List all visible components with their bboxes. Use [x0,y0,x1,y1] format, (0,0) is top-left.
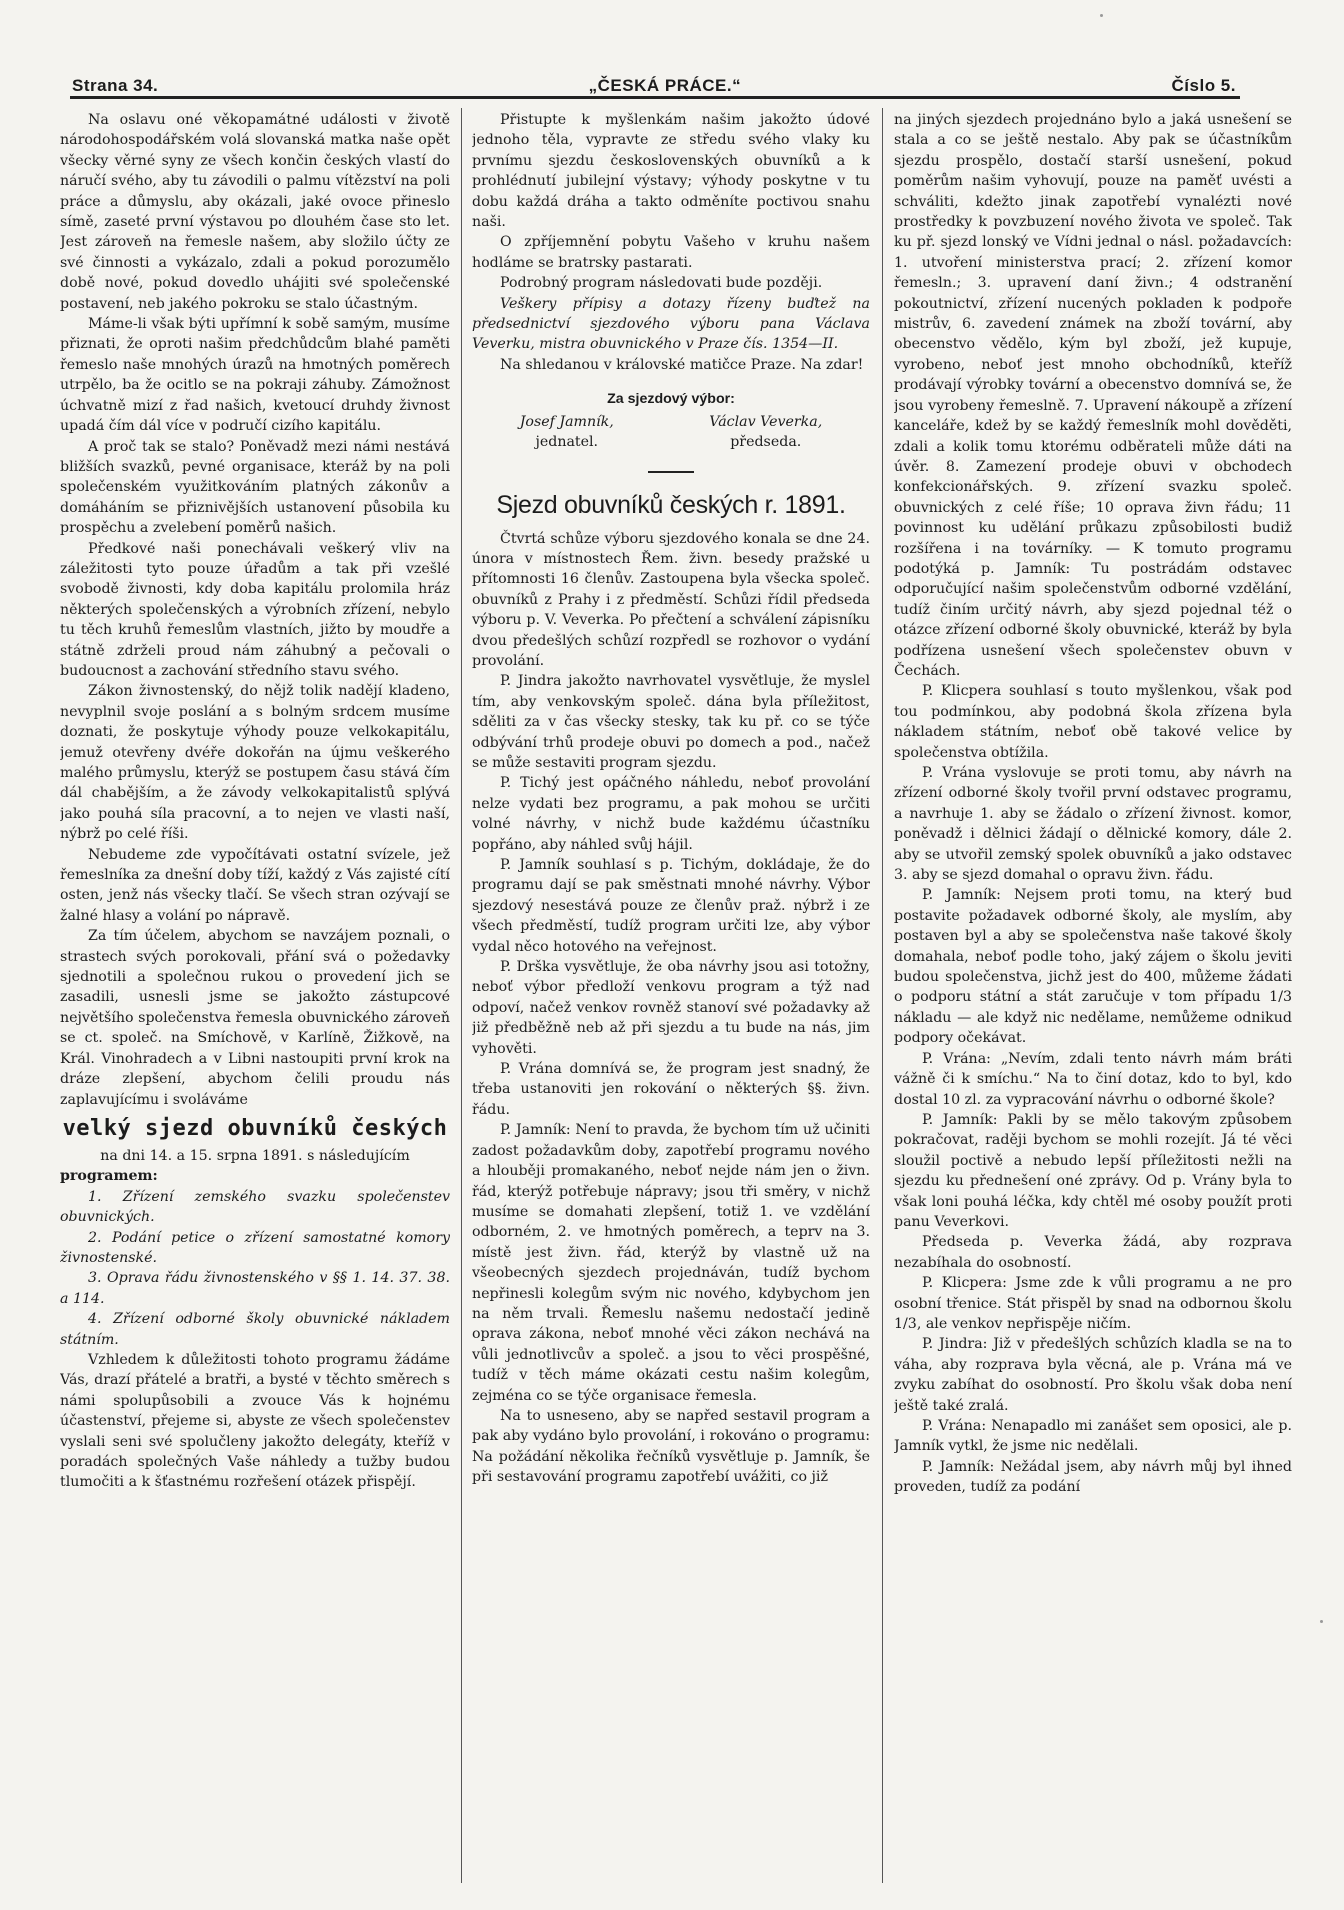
paragraph: P. Jindra jakožto navrhovatel vysvětluje, že myslel tím, aby venkovským společ. dána byla příležitost, sděliti za v čas všecky stesky, tak ku př. co se týče odbývání trhů prodeje obuvi po domech a pod., načež se může sestaviti program sjezdu. [472,673,870,771]
program-item: 3. Oprava řádu živnostenského v §§ 1. 14. 37. 38. a 114. [60,1270,450,1307]
signature-name: Josef Jamník, [519,413,614,430]
paper-speck [1320,1620,1323,1623]
paragraph: Čtvrtá schůze výboru sjezdového konala se dne 24. února v místnostech Řem. živn. besedy pražské u přítomnosti 16 členův. Zastoupena byla všecka společ. obuvníků z Prahy i z předměstí. Schůzi řídil předseda výboru p. V. Veverka. Po přečtení a schválení zápisníku dvou předešlých schůzí rozpředl se rozhovor o vydání provolání. [472,530,870,669]
signature-name: Václav Veverka, [709,413,823,430]
signature-role: jednatel. [535,434,599,451]
header-rule [70,96,1240,99]
paragraph: P. Jamník: Není to pravda, že bychom tím už učiniti zadost požadavkům doby, zapotřebí programu nového a hlouběji promakaného, neboť nejde nám jen o živn. řád, kterýž potřebuje nápravy; jsou tři směry, v nichž musíme se domahati zlepšení, totiž 1. ve vzdělání odborném, 2. ve hmotných poměrech, a teprv na 3. místě jest živn. řád, kterýž by vlastně už na všeobecných sjezdech projednáván, tudíž bychom nepřinesli kolegům svým nic nového, kdybychom jen na něm trvali. Řemeslu našemu nedostačí jedině oprava zákona, neboť mnohé věci zákon nechává na vůli jednotlivcův a společ. a jsou to věci prospěšné, tudíž v těch máme okázati cestu našim kolegům, zejména co se týče organisace řemesla. [472,1122,870,1404]
column-divider [461,108,462,1883]
paragraph: Na oslavu oné věkopamátné události v životě národohospodářském volá slovanská matka naše opět všecky věrné syny ze všech končin českých vlastí do náručí svého, aby tu závodili o palmu vítězství na poli práce a důmyslu, aby okázali, jaké ovoce přineslo símě, zaseté první výstavou po dlouhém čase sto let. Jest zároveň na řemesle našem, aby složilo účty ze své činnosti a vykázalo, zdali a pokud porozumělo době nové, pokud dovedlo uhájiti své společenské postavení, neb jakého pokroku se stalo účastným. [60,112,450,312]
congress-date: na dni 14. a 15. srpna 1891. s následujícím [100,1147,410,1164]
paragraph: Předseda p. Veverka žádá, aby rozprava nezabíhala do osobností. [894,1234,1292,1271]
paragraph: P. Vrána vyslovuje se proti tomu, aby návrh na zřízení odborné školy tvořil první odstavec programu, a navrhuje 1. aby se žádalo o zřízení živnost. komor, poněvadž i dělnici žádají o dělnické komory, dále 2. aby se utvořil zemský spolek obuvníků a jako odstavec 3. aby se sjezd domahal o opravu živn. řádu. [894,765,1292,884]
paragraph: P. Klicpera souhlasí s touto myšlenkou, však pod tou podmínkou, aby podobná škola zřízena byla nákladem státním, neboť obě takové velice by společenstva obtížila. [894,683,1292,761]
signature-chairman [709,412,822,453]
program-item: 1. Zřízení zemského svazku společenstev obuvnických. [60,1188,450,1226]
signatures [472,412,870,453]
paragraph: P. Vrána: „Nevím, zdali tento návrh mám bráti vážně či k smíchu.“ Na to činí dotaz, kdo to byl, kdo dostal 10 zl. za vypracování návrhu o odborné škole? [894,1050,1292,1108]
paragraph: Máme-li však býti upřímní k sobě samým, musíme přiznati, že oproti našim předchůdcům blahé paměti řemeslo naše mnohých úrazů na hmotných poměrech utrpělo, ba že ocitlo se na pokraji záhuby. Zámožnost úchvatně mizí z řad našich, kvetoucí druhdy živnost upadá čím dál více v područí cizího kapitálu. [60,316,450,435]
signature-role: předseda. [730,434,802,451]
paragraph: P. Vrána domnívá se, že program jest snadný, že třeba ustanoviti jen rokování o některých §§. živn. řádu. [472,1061,870,1118]
program-heading: programem: [60,1168,158,1185]
paragraph: Předkové naši ponechávali veškerý vliv na záležitosti tyto pouze úřadům a tak při vzešlé svobodě živnosti, kdy doba kapitálu prolomila hráz některých společenských a výrobních zřízení, nebylo tu těch kruhů řemeslům vlastních, jižto by moudře a státně zdrželi proud nám záhubný a pečovali o budoucnost a zachování středního stavu svého. [60,540,450,679]
paragraph: P. Klicpera: Jsme zde k vůli programu a ne pro osobní třenice. Stát přispěl by snad na odbornou školu 1/3, ale venkov nepřispěje ničím. [894,1275,1292,1332]
paragraph: Přistupte k myšlenkám našim jakožto údové jednoho těla, vypravte ze středu svého vlaky ku prvnímu sjezdu československých obuvníků a k prohlédnutí jubilejní výstavy; výhody poskytne v tu dobu každá dráha a takto odměníte poctivou snahu naši. [472,112,870,231]
paragraph: na jiných sjezdech projednáno bylo a jaká usnešení se stala a co se ještě nestalo. Aby pak se účastníkům sjezdu prospělo, dostačí starší usnešení, pokud poměrům našim vyhovují, pouze na paměť uvésti a schváliti, kdežto jinak zapotřebí vynalézti nové prostředky k povzbuzení nového života ve společ. Tak ku př. sjezd lonský ve Vídni jednal o násl. požadavcích: 1. utvoření ministerstva prací; 2. zřízení komor řemesln.; 3. upravení daní živn.; 4 odstranění pokoutnictví, zřízení nucených pokladen k podpoře mistrův, 6. zavedení známek na zboží tovární, aby obecenstvo vědělo, kým byl zboží, jež kupuje, vyrobeno, neboť jest mnoho obchodníků, kteříž prodávají výrobky tovární a obecenstvo domnívá se, že jsou vyrobeny řemeslně. 7. Upravení nákoupě a zřízení kanceláře, kdež by se každý řemeslník mohl dověděti, zdali a kolik tomu ktorému odběrateli může dáti na úvěr. 8. Zamezení prodeje obuvi v obchodech konfekcionářských. 9. zřízení svazku společ. obuvnických z celé říše; 10 oprava živn řádu; 11 povinnost ku udělání průkazu způsobilosti budiž rozšířena i na továrníky. — K tomuto programu podotýká p. Jamník: Tu postrádám odstavec odporučující našim společenstvům odborné vzdělání, tudíž činím určitý návrh, aby sjezd pojednal též o otázce zřízení odborné školy obuvnické, kteráž by byla podřízena usnešení všech společenstev obuvn v Čechách. [894,112,1292,679]
paragraph: Na to usneseno, aby se napřed sestavil program a pak aby vydáno bylo provolání, i rokováno o programu: Na požádání několika řečníků vysvětluje p. Jamník, še při sestavování programu zapotřebí uvážiti, co již [472,1407,870,1486]
paragraph: Na shledanou v královské matičce Praze. Na zdar! [500,356,864,373]
contact-notice: Veškery přípisy a dotazy řízeny buďtež na předsednictví sjezdového výboru pana Václava Veverku, mistra obuvnického v Praze čís. 1354—II. [472,295,870,353]
column-2 [472,110,870,1890]
paragraph: P. Jamník: Nežádal jsem, aby návrh můj byl ihned proveden, tudíž za podání [894,1458,1292,1496]
issue-number: Číslo 5. [1171,76,1236,95]
section-separator [648,471,694,473]
paragraph: P. Jindra: Již v předešlých schůzích kladla se na to váha, aby rozprava byla věcná, ale p. Vrána má ve zvyku zabíhat do osobností. Pro školu však doba není ještě také zralá. [894,1336,1292,1414]
paragraph: Zákon živnostenský, do nějž tolik nadějí kladeno, nevyplnil svoje poslání a s bolným srdcem musíme doznati, že poskytuje výhody pouze velkokapitálu, jemuž otevřeny dvéře dokořán na újmu veškerého malého průmyslu, kterýž se postupem času stává čím dál chabějším, a že závody velkokapitalistů splývá jako pouhá síla pracovní, a to nejen ve vlasti naší, nýbrž po celé říši. [60,683,450,843]
paper-speck [1100,14,1103,17]
paragraph: P. Tichý jest opáčného náhledu, neboť provolání nelze vydati bez programu, a pak mohou se určiti volné návrhy, v nichž bude každému účastníku popřáno, aby náhled svůj hájil. [472,775,870,853]
paragraph: P. Jamník souhlasí s p. Tichým, dokládaje, že do programu dají se pak směstnati mnohé návrhy. Výbor sjezdový nesestává pouze ze členův praž. nýbrž i ze všech předměstí, tudíž program určiti lze, aby výbor vydal něco hotového na veřejnost. [472,857,870,955]
paragraph: A proč tak se stalo? Poněvadž mezi námi nestává bližších svazků, pevné organisace, kteráž by na poli společenském využitkováním platných zákonův a domáháním se přiznivějších ustanovení působila ku prospěchu a zvelebení poměrů našich. [60,438,450,537]
column-3 [894,110,1292,1890]
column-1 [60,110,450,1890]
paragraph: P. Drška vysvětluje, že oba návrhy jsou asi totožny, neboť výbor předloží venkovu program a týž nad odpoví, načež venkov rovněž stanoví své požadavky až již předběžně neb až při sjezdu a tu bude na nás, jim vyhověti. [472,959,870,1057]
paragraph: P. Vrána: Nenapadlo mi zanášet sem oposici, ale p. Jamník vytkl, že jsme nic nedělali. [894,1418,1292,1455]
paragraph: Nebudeme zde vypočítávati ostatní svízele, jež řemeslníka za dnešní doby tíží, každý z Vás zajisté cítí osten, jenž nás všecky tlačí. Se všech stran ozývají se žalné hlasy a volání po nápravě. [60,846,450,924]
committee-signature-heading: Za sjezdový výbor: [607,391,735,408]
congress-heading: velký sjezd obuvníků českých [62,1115,448,1141]
signature-secretary [520,412,614,453]
paragraph: Vzhledem k důležitosti tohoto programu žádáme Vás, drazí přátelé a bratři, a bysté v těchto směrech s námi spolupůsobili a zvouce Vás k hojnému účastenství, přejeme si, abyste ze všech společenstev vyslali seni své spolučleny jakožto delegáty, kteříž v poradách společných Vaše náhledy a tužby budou tlumočiti a k šťastnému rozřešení otázek přispějí. [60,1351,450,1491]
column-divider [882,108,883,1883]
paragraph: Podrobný program následovati bude později. [500,275,823,292]
article-title: Sjezd obuvníků českých r. 1891. [496,490,846,519]
page-number: Strana 34. [72,76,159,95]
paragraph: Za tím účelem, abychom se navzájem poznali, o strastech svých porokovali, přání svá o požedavky sjednotili a společnou rukou o provedení jich se zasadili, usnesli jsme se jakožto zástupcové největšího společenstva řemesla obuvnického zároveň se ct. společ. na Smíchově, v Karlíně, Žižkově, na Král. Vinohradech a v Libni nastoupiti první krok na dráze zlepšení, abychom čelili proudu nás zaplavujícímu i svoláváme [60,928,450,1108]
paragraph: P. Jamník: Nejsem proti tomu, na který bud postavite požadavek odborné školy, ale myslím, aby postaven byl a aby se společenstva naše takové školy domahala, neboť podle toho, jaký zájem o školu jeviti budou společenstva, jichž jest do 400, můžeme žádati o podporu státní a stát zaručuje v tom případu 1/3 nákladu — ale když nic nedělame, nemůžeme odnikud podpory očekávat. [894,887,1292,1047]
program-item: 4. Zřízení odborné školy obuvnické nákladem státním. [60,1311,450,1348]
masthead-title: „ČESKÁ PRÁCE.“ [588,76,742,95]
paragraph: P. Jamník: Pakli by se mělo takovým způsobem pokračovat, raději bychom se mohli rozejít. Já té věci sloužil poctivě a nebudo lepší příležitosti nežli na sjezdu ku přednešení oné zprávy. Od p. Vrány byla to však loni pouhá léčka, kdy chtěl mé osoby použít proti panu Veverkovi. [894,1111,1292,1230]
program-item: 2. Podání petice o zřízení samostatné komory živnostenské. [60,1229,450,1266]
page-header [72,70,1236,96]
paragraph: O zpříjemnění pobytu Vašeho v kruhu našem hodláme se bratrsky pastarati. [472,234,870,271]
